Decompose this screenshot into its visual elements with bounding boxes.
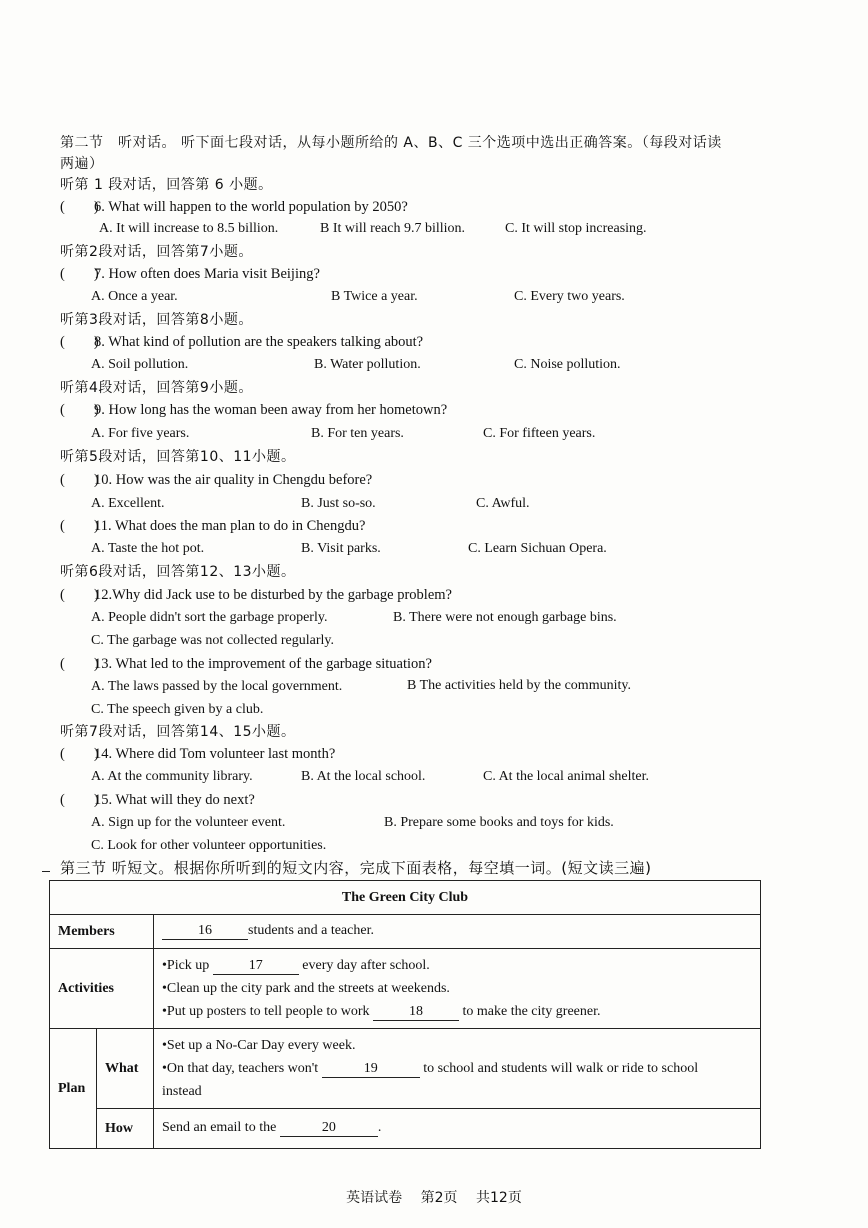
answer-paren: ( ) [60, 402, 99, 418]
how-label: How [97, 1109, 154, 1149]
q15-option-c: C. Look for other volunteer opportunities. [91, 838, 327, 853]
table-title: The Green City Club [50, 881, 761, 915]
q9-option-c: C. For fifteen years. [483, 426, 596, 441]
green-city-club-table [49, 880, 761, 1149]
what-label: What [97, 1029, 154, 1109]
footer-total-pages: 共12页 [476, 1190, 522, 1206]
dialogue-intro-4: 听第4段对话，回答第9小题。 [60, 380, 253, 396]
plan-what-2-text-end: to school and students will walk or ride to school [423, 1061, 699, 1076]
how-text-end: . [377, 1120, 382, 1135]
question-stem: 15. What will they do next? [94, 792, 255, 808]
blank-20: 20 [280, 1120, 378, 1137]
plan-what-2-text: •On that day, teachers won't [162, 1061, 319, 1076]
q6-option-a: A. It will increase to 8.5 billion. [99, 221, 279, 236]
dialogue-intro-5: 听第5段对话，回答第10、11小题。 [60, 449, 296, 465]
members-cell [154, 915, 761, 949]
q6-option-c: C. It will stop increasing. [505, 221, 647, 236]
blank-18: 18 [373, 1004, 459, 1021]
q12-option-c: C. The garbage was not collected regularly. [91, 633, 334, 648]
q7-option-c: C. Every two years. [514, 289, 625, 304]
question-stem: 9. How long has the woman been away from her hometown? [94, 402, 448, 418]
question-11 [60, 516, 365, 536]
activity-1 [162, 954, 752, 977]
footer-subject: 英语试卷 [346, 1190, 403, 1206]
plan-what-1: •Set up a No-Car Day every week. [162, 1038, 356, 1053]
dialogue-intro-6: 听第6段对话，回答第12、13小题。 [60, 564, 296, 580]
answer-paren: ( ) [60, 266, 99, 282]
question-15 [60, 790, 255, 810]
activity-3-text: •Put up posters to tell people to work [162, 1004, 370, 1019]
q8-option-c: C. Noise pollution. [514, 357, 621, 372]
q7-option-b: B Twice a year. [331, 289, 418, 304]
q14-option-b: B. At the local school. [301, 769, 426, 784]
q11-option-c: C. Learn Sichuan Opera. [468, 541, 607, 556]
question-13 [60, 654, 432, 674]
answer-paren: ( ) [60, 334, 99, 350]
page-footer [0, 1187, 868, 1207]
question-8 [60, 332, 423, 352]
activity-1-text: •Pick up [162, 958, 210, 973]
q10-option-c: C. Awful. [476, 496, 530, 511]
activity-2: •Clean up the city park and the streets at weekends. [162, 981, 450, 996]
activities-label: Activities [50, 949, 154, 1029]
footer-page-number: 第2页 [420, 1190, 458, 1206]
answer-paren: ( ) [60, 518, 99, 534]
question-stem: 6. What will happen to the world population by 2050? [94, 199, 408, 215]
members-label: Members [50, 915, 154, 949]
question-6 [60, 197, 408, 217]
dialogue-intro-2: 听第2段对话，回答第7小题。 [60, 244, 253, 260]
answer-paren: ( ) [60, 587, 99, 603]
how-text: Send an email to the [162, 1120, 277, 1135]
q9-option-a: A. For five years. [91, 426, 190, 441]
q8-option-a: A. Soil pollution. [91, 357, 189, 372]
margin-dash [42, 871, 50, 872]
activity-3 [162, 1000, 752, 1023]
section2-heading-cont: 两遍） [60, 156, 104, 172]
q10-option-a: A. Excellent. [91, 496, 165, 511]
q12-option-b: B. There were not enough garbage bins. [393, 610, 617, 625]
plan-what-2-cont: instead [162, 1084, 202, 1099]
q11-option-b: B. Visit parks. [301, 541, 381, 556]
activities-cell [154, 949, 761, 1029]
question-stem: 7. How often does Maria visit Beijing? [94, 266, 320, 282]
q8-option-b: B. Water pollution. [314, 357, 421, 372]
q6-option-b: B It will reach 9.7 billion. [320, 221, 466, 236]
question-stem: 11. What does the man plan to do in Chengdu? [94, 518, 366, 534]
blank-16: 16 [162, 923, 248, 940]
dialogue-intro-3: 听第3段对话，回答第8小题。 [60, 312, 253, 328]
answer-paren: ( ) [60, 792, 99, 808]
activity-3-text-end: to make the city greener. [462, 1004, 601, 1019]
q12-option-a: A. People didn't sort the garbage properly. [91, 610, 328, 625]
question-stem: 10. How was the air quality in Chengdu before? [94, 472, 373, 488]
how-cell [154, 1109, 761, 1149]
what-cell [154, 1029, 761, 1109]
q9-option-b: B. For ten years. [311, 426, 404, 441]
activity-1-text-end: every day after school. [302, 958, 430, 973]
section3-heading: 第三节 听短文。根据你所听到的短文内容，完成下面表格，每空填一词。(短文读三遍) [60, 859, 652, 877]
members-text: students and a teacher. [248, 923, 374, 938]
question-14 [60, 744, 335, 764]
answer-paren: ( ) [60, 199, 99, 215]
q13-option-b: B The activities held by the community. [407, 678, 631, 693]
q13-option-c: C. The speech given by a club. [91, 702, 264, 717]
q11-option-a: A. Taste the hot pot. [91, 541, 205, 556]
plan-label: Plan [50, 1029, 97, 1149]
q14-option-c: C. At the local animal shelter. [483, 769, 650, 784]
dialogue-intro-7: 听第7段对话，回答第14、15小题。 [60, 724, 296, 740]
blank-17: 17 [213, 958, 299, 975]
question-stem: 13. What led to the improvement of the garbage situation? [94, 656, 432, 672]
question-7 [60, 264, 320, 284]
question-stem: 12.Why did Jack use to be disturbed by the garbage problem? [94, 587, 452, 603]
q7-option-a: A. Once a year. [91, 289, 178, 304]
answer-paren: ( ) [60, 746, 99, 762]
answer-paren: ( ) [60, 472, 99, 488]
q13-option-a: A. The laws passed by the local government. [91, 679, 343, 694]
question-stem: 14. Where did Tom volunteer last month? [94, 746, 336, 762]
q14-option-a: A. At the community library. [91, 769, 253, 784]
answer-paren: ( ) [60, 656, 99, 672]
blank-19: 19 [322, 1061, 420, 1078]
plan-what-2 [162, 1057, 752, 1080]
question-9 [60, 400, 447, 420]
dialogue-intro-1: 听第 1 段对话，回答第 6 小题。 [60, 177, 273, 193]
question-12 [60, 585, 452, 605]
q10-option-b: B. Just so-so. [301, 496, 376, 511]
q15-option-a: A. Sign up for the volunteer event. [91, 815, 286, 830]
section2-heading: 第二节 听对话。 听下面七段对话，从每小题所给的 A、B、C 三个选项中选出正确答案。（每段对话读 [60, 135, 722, 151]
question-10 [60, 470, 372, 490]
q15-option-b: B. Prepare some books and toys for kids. [384, 815, 614, 830]
question-stem: 8. What kind of pollution are the speakers talking about? [94, 334, 424, 350]
